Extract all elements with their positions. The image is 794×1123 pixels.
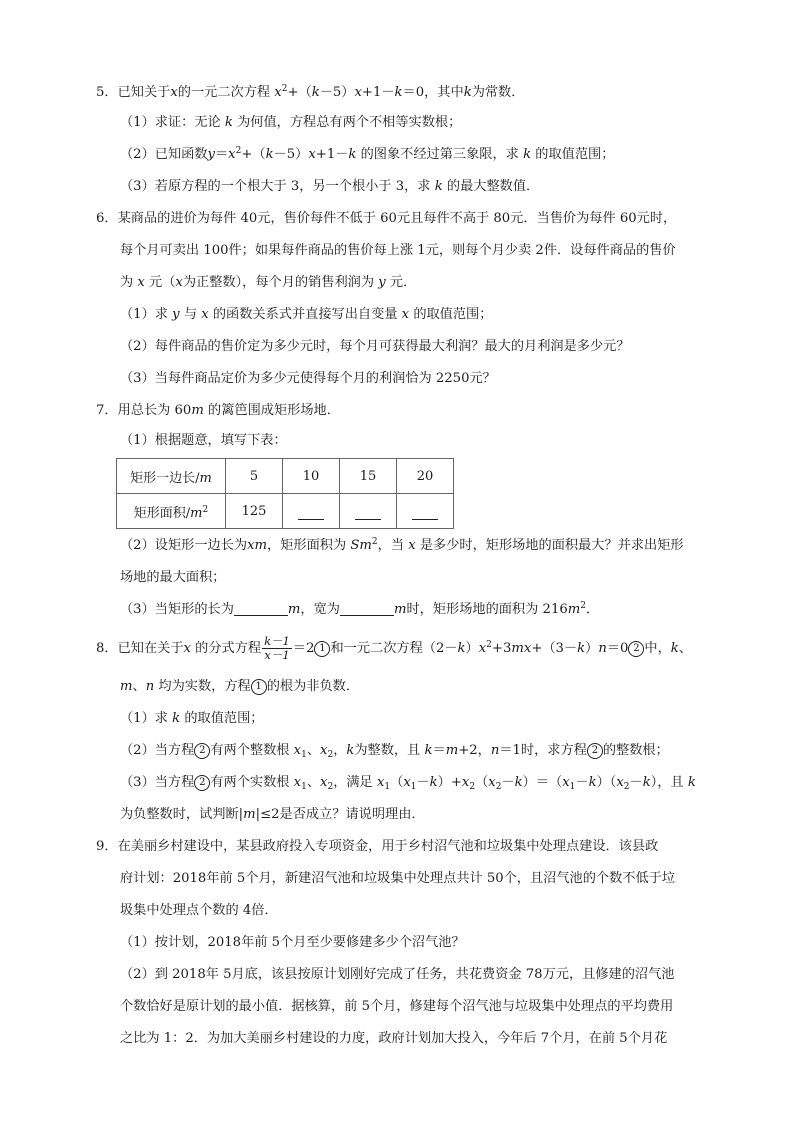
var-n: n	[598, 641, 607, 656]
text: （2）到 2018年 5月底，该县按原计划刚好完成了任务，共花费资金 78万元，且修建的沼气池	[120, 967, 675, 982]
var-m: m	[393, 602, 407, 617]
question-5-part-2	[120, 145, 720, 165]
subscript: 2	[327, 750, 334, 760]
text: 、	[132, 679, 146, 694]
fraction-denominator: x－1	[264, 648, 290, 662]
text: ，矩形面积为	[267, 538, 347, 553]
text: ）	[585, 641, 599, 656]
answer-blank[interactable]	[412, 505, 438, 520]
question-6-line-3	[120, 273, 720, 293]
var-y: y	[172, 307, 180, 322]
var-x: x	[488, 775, 496, 790]
var-n: n	[490, 743, 500, 758]
var-x: x	[320, 743, 328, 758]
blank-cell[interactable]	[397, 494, 454, 529]
circled-two: 2	[194, 743, 210, 759]
var-x: x	[308, 147, 316, 162]
exponent: 2	[235, 146, 242, 156]
text: ＝	[535, 775, 550, 790]
question-number: 6．	[96, 211, 118, 226]
var-m: m	[191, 403, 204, 418]
var-m: m	[120, 679, 133, 694]
text: +3	[491, 641, 512, 656]
text: 的整数根；	[602, 743, 669, 758]
text: 用总长为 60	[117, 403, 192, 418]
fraction-numerator: k－1	[264, 634, 290, 648]
var-x: x	[403, 775, 411, 790]
text: 均为实数，方程	[158, 679, 251, 694]
text: 的一元二次方程	[177, 85, 271, 100]
var-m: m	[199, 470, 212, 486]
text: 为	[120, 275, 134, 290]
table-cell: 10	[283, 459, 340, 494]
var-m: m	[359, 538, 372, 553]
question-9-line-1	[96, 837, 716, 857]
var-k: k	[172, 711, 181, 726]
text: －5）	[319, 85, 355, 100]
answer-blank[interactable]	[298, 505, 324, 520]
var-x: x	[247, 538, 255, 553]
question-8-part-1	[120, 709, 720, 729]
question-7-part-1	[120, 431, 720, 451]
text: 为常数．	[471, 85, 525, 100]
text: 为何值，方程总有两个不相等实数根；	[237, 115, 462, 130]
subscript: 1	[569, 782, 576, 792]
subscript: 2	[327, 782, 334, 792]
text: ）	[465, 641, 479, 656]
var-x: x	[562, 775, 570, 790]
text: 有两个整数根	[210, 743, 290, 758]
circled-one: 1	[314, 641, 330, 657]
var-x: x	[137, 275, 145, 290]
question-9-part-1	[120, 933, 720, 953]
text: ，当	[377, 538, 405, 553]
text: 已知关于	[117, 85, 171, 100]
fill-in-table	[116, 458, 454, 529]
var-x: x	[320, 775, 328, 790]
exponent: 2	[580, 601, 586, 611]
var-x: x	[616, 775, 624, 790]
var-x: x	[201, 307, 209, 322]
subscript: 2	[623, 782, 630, 792]
var-m: m	[243, 807, 256, 822]
var-y: y	[207, 147, 215, 162]
question-number: 7．	[96, 403, 118, 418]
text: （3）若原方程的一个根大于 3，另一个根小于 3，求	[120, 179, 431, 194]
text: 已知在关于	[117, 641, 184, 656]
var-x: x	[274, 85, 282, 100]
question-7-part-2-cont	[120, 568, 720, 588]
exponent: 2	[202, 504, 209, 515]
var-x: x	[228, 147, 236, 162]
text: +2，	[458, 743, 491, 758]
text: ，且	[657, 775, 684, 790]
var-x: x	[354, 85, 362, 100]
text: （2）设矩形一边长为	[120, 538, 248, 553]
text: 是多少时，矩形场地的面积最大？并求出矩形	[419, 538, 684, 553]
table-row	[117, 494, 454, 529]
text: 某商品的进价为每件 40元，售价每件不低于 60元且每件不高于 80元．当售价为每件 60元时，	[117, 211, 677, 226]
text: 矩形面积/	[133, 505, 191, 521]
text: ，宽为	[300, 602, 340, 617]
var-x: x	[461, 775, 470, 790]
table-cell: 125	[226, 494, 283, 529]
var-x: x	[170, 85, 178, 100]
question-9-line-2	[120, 869, 720, 889]
var-m: m	[254, 538, 268, 553]
question-8-part-3-cont	[120, 805, 720, 825]
exponent: 2	[371, 537, 378, 547]
var-x: x	[183, 641, 191, 656]
text: ＝2	[292, 641, 315, 656]
var-k: k	[348, 147, 357, 162]
question-9-part-2-cont-2	[120, 1029, 720, 1049]
subscript: 1	[410, 782, 417, 792]
text: 的篱笆围成矩形场地．	[208, 403, 340, 418]
text: （1）根据题意，填写下表：	[120, 433, 287, 448]
blank-cell[interactable]	[340, 494, 397, 529]
text: 元．	[389, 275, 417, 290]
var-k: k	[265, 147, 274, 162]
text: 场地的最大面积；	[120, 570, 226, 585]
exponent: 2	[486, 640, 492, 650]
answer-blank-length[interactable]	[234, 601, 288, 616]
text: 为负整数时，试判断|	[120, 807, 244, 822]
question-8-line-2	[120, 677, 720, 697]
text: 府计划：2018年前 5个月，新建沼气池和垃圾集中处理点共计 50个，且沼气池的个数不低于垃	[120, 871, 676, 886]
var-k: k	[224, 115, 233, 130]
var-s: S	[350, 538, 360, 553]
answer-blank-width[interactable]	[340, 601, 394, 616]
question-6-part-2	[120, 337, 720, 357]
text: （1）求	[120, 307, 168, 322]
circled-two: 2	[194, 775, 210, 791]
text: ＝	[432, 743, 446, 758]
var-k: k	[523, 147, 532, 162]
text: ，	[333, 743, 347, 758]
text: （3）当方程	[120, 775, 195, 790]
question-5-part-3	[120, 177, 720, 197]
subscript: 2	[469, 782, 476, 792]
text: 有两个实数根	[210, 775, 290, 790]
question-9-part-2-cont-1	[120, 997, 720, 1017]
row-header-length	[117, 459, 226, 494]
table-cell: 15	[340, 459, 397, 494]
text: 每个月可卖出 100件；如果每件商品的售价每上涨 1元，则每个月少卖 2件．设每件商品的售价	[120, 243, 676, 258]
text: －5）	[273, 147, 309, 162]
circled-two: 2	[587, 743, 603, 759]
var-k: k	[588, 775, 597, 790]
text: 的图象不经过第三象限，求	[360, 147, 519, 162]
question-5-line-1	[96, 83, 716, 103]
text: 与	[183, 307, 197, 322]
text: （2）当方程	[120, 743, 195, 758]
text: 为正整数），每个月的销售利润为	[182, 275, 375, 290]
text: 的最大整数值．	[446, 179, 540, 194]
var-m: m	[511, 641, 524, 656]
fraction	[262, 635, 292, 662]
text: 的函数关系式并直接写出自变量	[212, 307, 398, 322]
exponent: 2	[281, 84, 288, 94]
subscript: 1	[301, 782, 307, 792]
var-k: k	[514, 775, 523, 790]
var-x: x	[478, 641, 487, 656]
text: （1）求	[120, 711, 168, 726]
text: ＝0，其中	[402, 85, 464, 100]
text: 和一元二次方程（2－	[330, 641, 458, 656]
text: 个数恰好是原计划的最小值．据核算，前 5个月，修建每个沼气池与垃圾集中处理点的平均费用	[120, 999, 674, 1014]
text: （2）每件商品的售价定为多少元时，每个月可获得最大利润？最大的月利润是多少元？	[120, 339, 630, 354]
var-k: k	[429, 775, 438, 790]
text: 之比为 1：2．为加大美丽乡村建设的力度，政府计划加大投入，今年后 7个月，在前 5个月花	[120, 1031, 668, 1046]
text: 、	[678, 641, 692, 656]
text: +（	[287, 85, 312, 100]
subscript: 1	[384, 782, 391, 792]
var-x: x	[401, 307, 410, 322]
text: （3）当每件商品定价为多少元使得每个月的利润恰为 2250元？	[120, 371, 496, 386]
text: ，满足	[333, 775, 373, 790]
text: 的取值范围；	[184, 711, 264, 726]
table-cell: 5	[226, 459, 283, 494]
var-m: m	[190, 505, 203, 521]
text: 矩形一边长/	[130, 470, 200, 486]
question-9-line-3	[120, 901, 720, 921]
var-m: m	[287, 602, 301, 617]
var-x: x	[408, 538, 416, 553]
circled-two: 2	[628, 641, 644, 657]
text: 在美丽乡村建设中，某县政府投入专项资金，用于乡村沼气池和垃圾集中处理点建设．该县政	[117, 839, 659, 854]
table-row	[117, 459, 454, 494]
var-k: k	[457, 641, 466, 656]
var-k: k	[311, 85, 320, 100]
text: 的取值范围；	[413, 307, 493, 322]
text: ＝	[214, 147, 229, 162]
text: （1）按计划，2018年前 5个月至少要修建多少个沼气池？	[120, 935, 465, 950]
var-k: k	[670, 641, 679, 656]
answer-blank[interactable]	[355, 505, 381, 520]
question-6-line-1	[96, 209, 716, 229]
subscript: 2	[495, 782, 502, 792]
text: 时，矩形场地的面积为 216	[406, 602, 568, 617]
text: +（3－	[531, 641, 578, 656]
var-x: x	[376, 775, 385, 790]
text: 的根为非负数．	[266, 679, 360, 694]
text: 的取值范围；	[535, 147, 615, 162]
text: 圾集中处理点个数的 4倍．	[120, 903, 278, 918]
question-7-line-1	[96, 401, 716, 421]
text: +（	[241, 147, 266, 162]
text: 元（	[149, 275, 176, 290]
circled-one: 1	[251, 679, 267, 695]
row-header-area	[117, 494, 226, 529]
question-8-line-1	[96, 630, 716, 668]
text: （3）当矩形的长为	[120, 602, 234, 617]
text: ＝0	[606, 641, 629, 656]
table-cell: 20	[397, 459, 454, 494]
text: （1）求证：无论	[120, 115, 221, 130]
question-number: 9．	[96, 839, 118, 854]
var-k: k	[687, 775, 696, 790]
var-x: x	[293, 743, 302, 758]
text: 的分式方程	[195, 641, 262, 656]
var-k: k	[346, 743, 355, 758]
var-m: m	[567, 602, 581, 617]
question-6-line-2	[120, 241, 720, 261]
question-number: 8．	[96, 641, 118, 656]
text: |≤2是否成立？请说明理由．	[255, 807, 425, 822]
question-6-part-3	[120, 369, 720, 389]
text: 中，	[644, 641, 671, 656]
question-7-part-2	[120, 536, 720, 556]
text: ＝1时，求方程	[499, 743, 587, 758]
question-5-part-1	[120, 113, 720, 133]
subscript: 1	[301, 750, 307, 760]
text: +1－	[361, 85, 395, 100]
question-6-part-1	[120, 305, 720, 325]
question-8-part-2: （2）当方程 2 有两个整数根 $x_1$、$x_2$，k为整数，且 k＝m+2，n＝1时，求方程 2 的整数根；	[120, 743, 669, 760]
text: +1－	[315, 147, 349, 162]
var-k: k	[642, 775, 651, 790]
question-8-part-3: （3）当方程 2 有两个实数根 $x_1$、$x_2$，满足 $x_1(x_1-k)+x_2(x_2-k)=(x_1-k)(x_2-k)$，且 k	[120, 775, 696, 792]
text: 为整数，且	[354, 743, 421, 758]
var-y: y	[378, 275, 386, 290]
var-x: x	[523, 641, 532, 656]
question-number: 5．	[96, 85, 118, 100]
var-k: k	[394, 85, 403, 100]
var-k: k	[434, 179, 443, 194]
var-k: k	[577, 641, 586, 656]
text: （2）已知函数	[120, 147, 208, 162]
question-9-part-2	[120, 965, 720, 985]
var-x: x	[175, 275, 183, 290]
var-x: x	[293, 775, 302, 790]
var-m: m	[445, 743, 459, 758]
var-n: n	[145, 679, 155, 694]
var-k: k	[424, 743, 433, 758]
var-k: k	[463, 85, 472, 100]
blank-cell[interactable]	[283, 494, 340, 529]
question-7-part-3: （3）当矩形的长为 m，宽为 m时，矩形场地的面积为 $216m^2$．	[120, 601, 600, 617]
